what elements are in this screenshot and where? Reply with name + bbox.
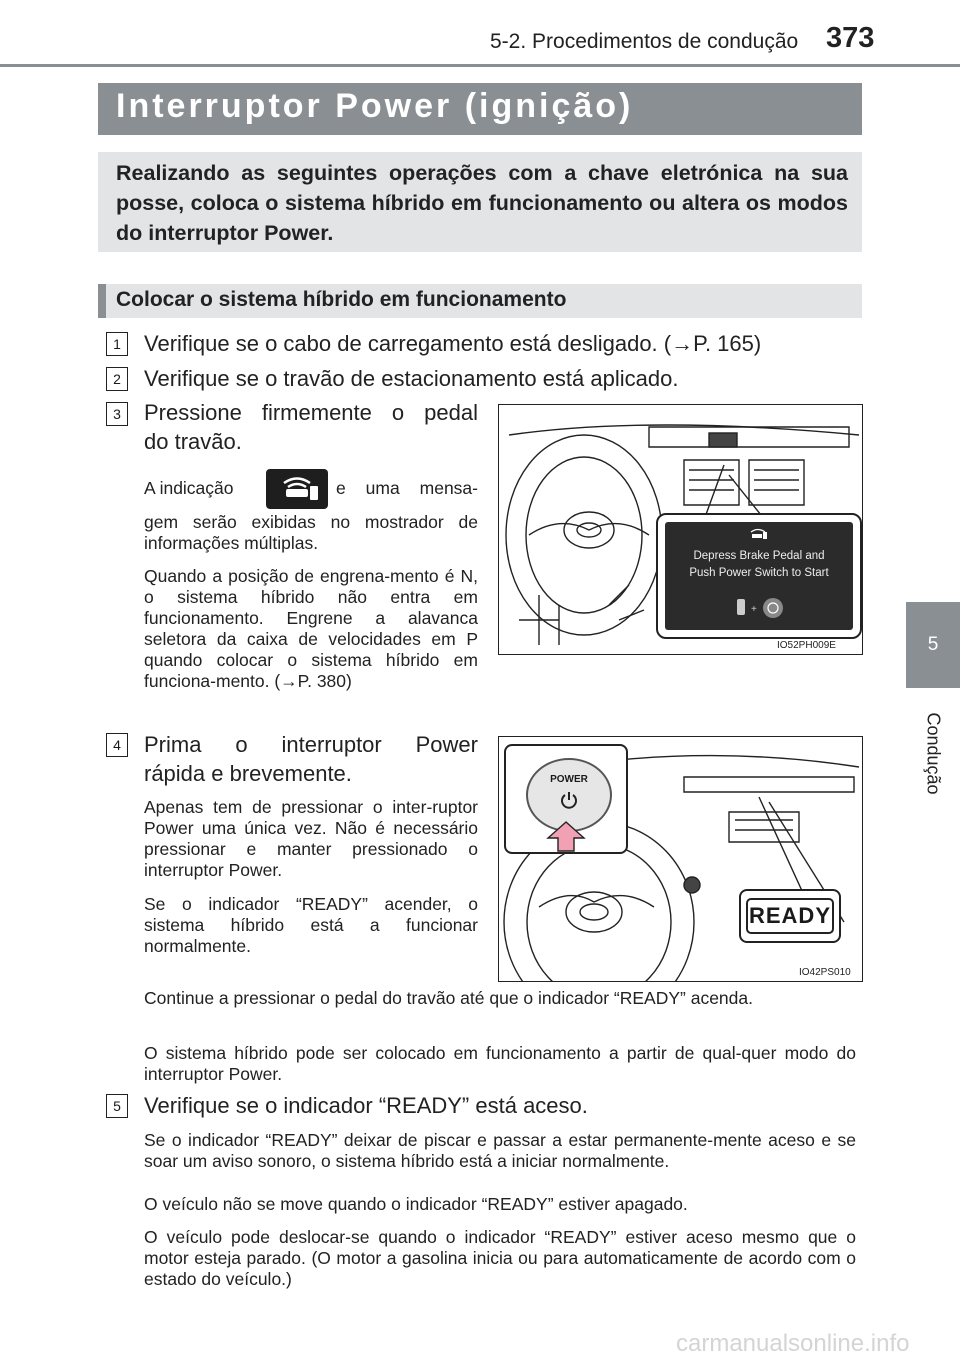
step-4-text-line2: rápida e brevemente.: [144, 761, 352, 786]
key-warning-icon: [266, 469, 328, 509]
power-symbol-icon: [559, 790, 579, 810]
mfd-message: [665, 548, 853, 582]
step-3-note1-after: e uma mensa-: [336, 478, 478, 498]
mfd-screen: [665, 522, 853, 630]
key-icon-small: [749, 527, 769, 539]
step-number-2: 2: [106, 367, 128, 391]
step-number-4: 4: [106, 733, 128, 757]
step-5-text: Verifique se o indicador “READY” está aceso.: [144, 1093, 588, 1118]
watermark: carmanualsonline.info: [676, 1330, 910, 1357]
step-number-5: 5: [106, 1094, 128, 1118]
figure-power-switch: [498, 736, 863, 982]
ready-indicator: READY: [746, 898, 834, 934]
step-5-note2: O veículo não se move quando o indicador “READY” estiver apagado.: [144, 1194, 688, 1214]
page-title: Interruptor Power (ignição): [116, 87, 634, 125]
step-number-3: 3: [106, 402, 128, 426]
subheading: Colocar o sistema híbrido em funcionamento: [116, 288, 567, 311]
step-3-note2: Quando a posição de engrena-mento é N, o sistema híbrido não entra em funcionamento. Engrene a alavanca seletora da caixa de velocidades em P quando colocar o sistema híbrido em funciona-mento. (→P. 380): [144, 566, 478, 691]
step-4-text-line: Prima o interruptor Power: [144, 732, 478, 757]
step-4-note1: Apenas tem de pressionar o inter-ruptor Power uma única vez. Não é necessário pressionar e manter pressionado o interruptor Power.: [144, 797, 478, 880]
press-arrow-icon: [546, 820, 586, 852]
step-4-note2: Se o indicador “READY” acender, o sistema híbrido está a funcionar normalmente.: [144, 894, 478, 956]
section-title: 5-2. Procedimentos de condução: [490, 30, 799, 53]
header-rule: [0, 64, 960, 67]
step-5-note1: Se o indicador “READY” deixar de piscar e passar a estar permanente-mente aceso e se soar um aviso sonoro, o sistema híbrido está a iniciar normalmente.: [144, 1130, 856, 1171]
figure-1-code: IO52PH009E: [777, 640, 836, 651]
step-3-note1-before: A indicação: [144, 478, 234, 498]
ready-callout: [739, 889, 841, 943]
page-number: 373: [826, 22, 875, 54]
mfd-message-line2: Push Power Switch to Start: [689, 567, 829, 579]
figure-brake-message: [498, 404, 863, 655]
svg-text:+: +: [751, 604, 757, 615]
step-4-note4: O sistema híbrido pode ser colocado em funcionamento a partir de qual-quer modo do interruptor Power.: [144, 1043, 856, 1084]
power-callout: [504, 744, 628, 854]
power-button-label: POWER: [550, 774, 588, 785]
chapter-tab: 5: [906, 602, 960, 688]
figure-2-code: IO42PS010: [799, 967, 851, 978]
chapter-label: [906, 698, 960, 808]
step-3-text-line: Pressione firmemente o pedal: [144, 400, 478, 425]
callout-box: [656, 513, 862, 639]
step-2-text: Verifique se o travão de estacionamento está aplicado.: [144, 366, 679, 391]
step-4-note3: Continue a pressionar o pedal do travão até que o indicador “READY” acenda.: [144, 988, 753, 1008]
step-3-text-line2: do travão.: [144, 429, 242, 454]
step-number-1: 1: [106, 332, 128, 356]
intro-text: Realizando as seguintes operações com a chave eletrónica na sua posse, coloca o sistema híbrido em funcionamento ou altera os modos do interruptor Power.: [116, 161, 848, 245]
mfd-message-line1: Depress Brake Pedal and: [693, 550, 825, 562]
subheading-accent: [98, 284, 106, 318]
pedal-power-icon: [731, 596, 791, 620]
step-5-note3: O veículo pode deslocar-se quando o indicador “READY” estiver aceso mesmo que o motor esteja parado. (O motor a gasolina inicia ou para automaticamente de acordo com o estado do veículo.): [144, 1227, 856, 1289]
step-3-note1-rest: gem serão exibidas no mostrador de informações múltiplas.: [144, 512, 478, 553]
step-1-text: Verifique se o cabo de carregamento está desligado. (→P. 165): [144, 331, 762, 356]
chapter-label-text: Condução: [923, 711, 944, 795]
